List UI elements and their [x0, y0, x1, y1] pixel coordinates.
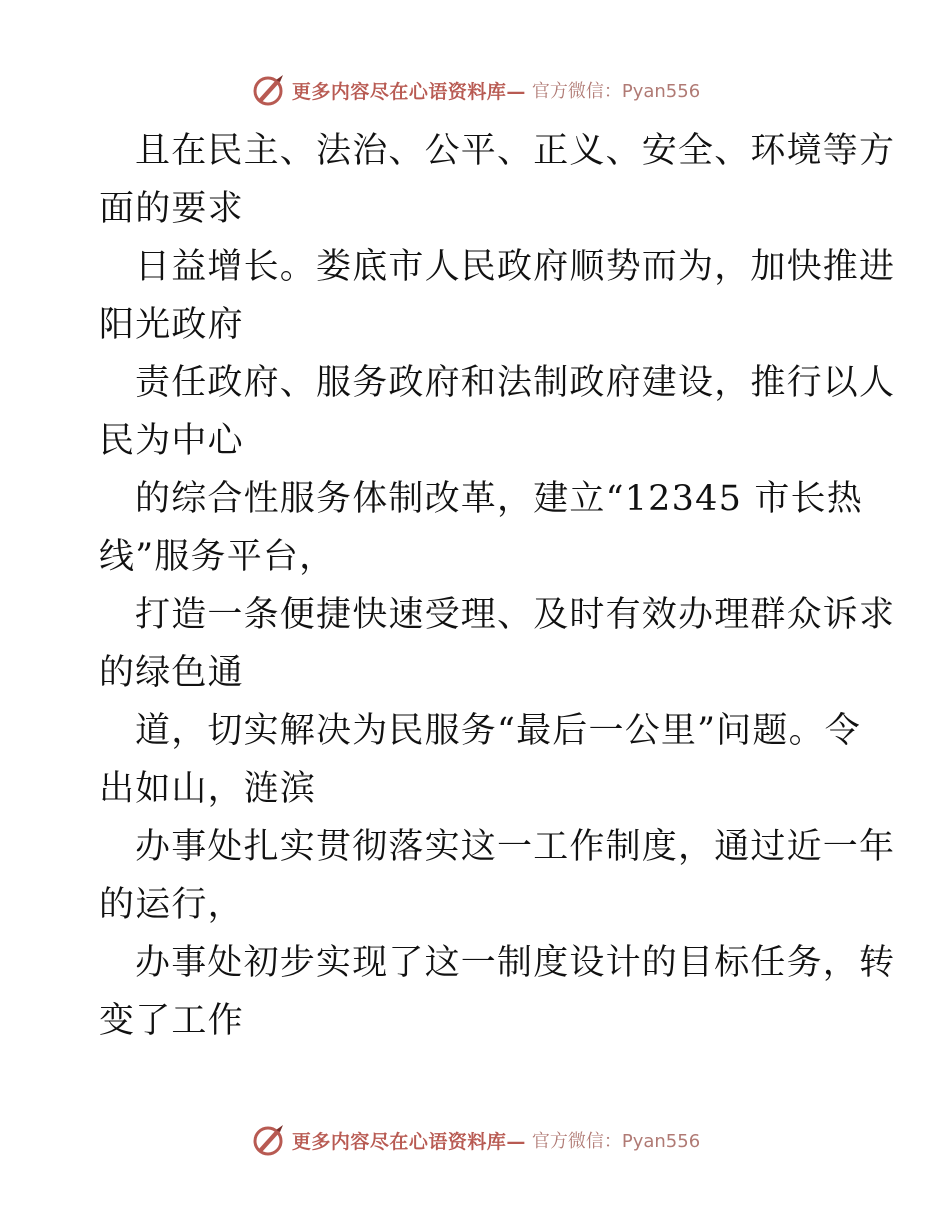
watermark-main-text: 更多内容尽在心语资料库—	[291, 1130, 526, 1153]
paragraph-line: 出如山，涟滨	[99, 769, 317, 809]
watermark-wechat-text: 官方微信：Pyan556	[531, 1131, 701, 1152]
footer-watermark	[0, 1120, 950, 1160]
paragraph-line: 日益增长。娄底市人民政府顺势而为，加快推进	[135, 247, 896, 287]
paragraph-line: 的综合性服务体制改革，建立“12345 市长热	[135, 479, 863, 519]
paragraph-line: 责任政府、服务政府和法制政府建设，推行以人	[135, 363, 896, 403]
paragraph-line: 民为中心	[99, 421, 244, 461]
watermark-main-text: 更多内容尽在心语资料库—	[291, 80, 526, 103]
paragraph-line: 办事处扎实贯彻落实这一工作制度，通过近一年	[135, 827, 896, 867]
document-body	[99, 122, 896, 1050]
paragraph-line: 阳光政府	[99, 305, 244, 345]
quill-pen-logo-icon	[250, 72, 286, 108]
paragraph-line: 打造一条便捷快速受理、及时有效办理群众诉求	[135, 595, 896, 635]
paragraph-line: 面的要求	[99, 189, 244, 229]
paragraph-line: 线”服务平台，	[99, 537, 336, 577]
paragraph-line: 变了工作	[99, 1001, 244, 1041]
paragraph-line: 的运行，	[99, 885, 244, 925]
paragraph-line: 且在民主、法治、公平、正义、安全、环境等方	[135, 131, 896, 171]
header-watermark	[0, 70, 950, 110]
paragraph-line: 办事处初步实现了这一制度设计的目标任务，转	[135, 943, 896, 983]
watermark-wechat-text: 官方微信：Pyan556	[531, 81, 701, 102]
quill-pen-logo-icon	[250, 1122, 286, 1158]
paragraph-line: 道，切实解决为民服务“最后一公里”问题。令	[135, 711, 861, 751]
paragraph-line: 的绿色通	[99, 653, 244, 693]
